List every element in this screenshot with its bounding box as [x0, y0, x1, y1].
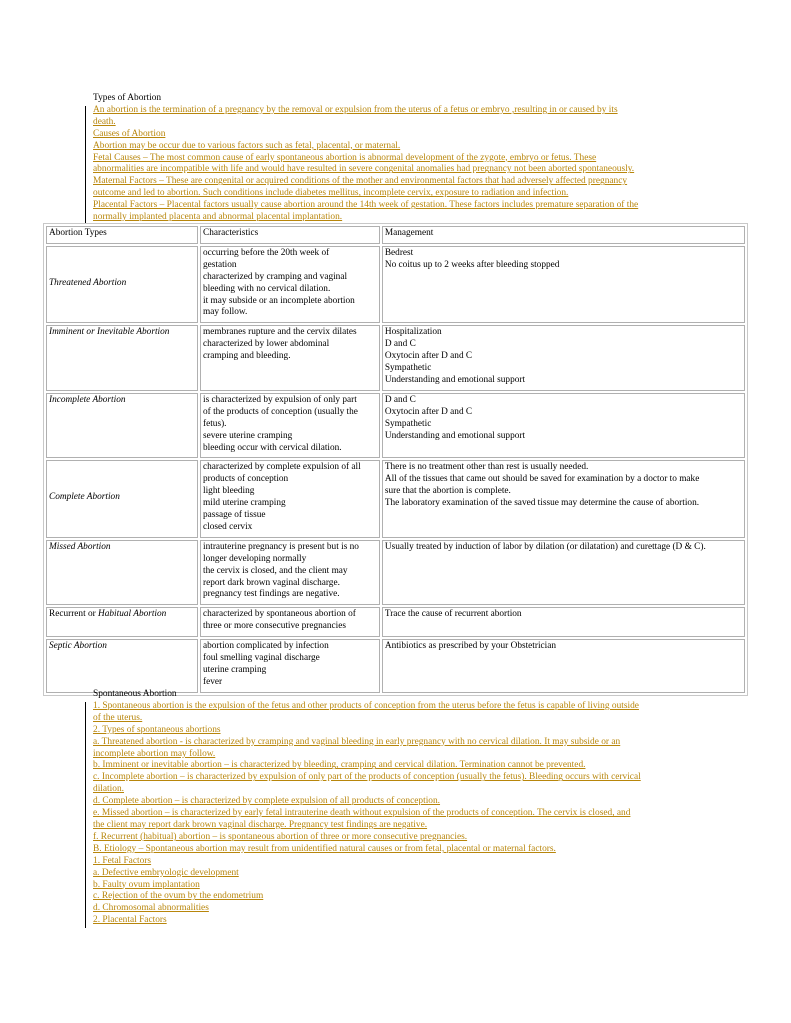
spontaneous-line[interactable]: dilation. — [93, 784, 124, 795]
change-bar-intro — [85, 106, 86, 223]
characteristic-line: abortion complicated by infection — [203, 641, 329, 652]
management-line: Sympathetic — [384, 363, 432, 374]
characteristic-line: may follow. — [203, 307, 248, 318]
abortion-types-table — [43, 223, 748, 696]
management-line: Hospitalization — [384, 327, 442, 338]
intro-line[interactable]: Maternal Factors – These are congenital or acquired conditions of the mother and environmental factors that had adversely affected pregnancy — [93, 176, 628, 187]
cell-abortion-type — [46, 460, 198, 537]
characteristic-line: pregnancy test findings are negative. — [203, 589, 340, 600]
characteristic-line: characterized by spontaneous abortion of — [203, 609, 356, 620]
intro-line[interactable]: An abortion is the termination of a pregnancy by the removal or expulsion from the uterus of a fetus or embryo ,resulting in or caused by its — [93, 104, 618, 115]
cell-management — [382, 393, 745, 459]
management-line: Understanding and emotional support — [384, 430, 526, 441]
cell-characteristics — [200, 246, 380, 323]
characteristic-line: gestation — [203, 259, 237, 270]
characteristic-line: of the products of conception (usually the — [203, 406, 358, 417]
spontaneous-line[interactable]: d. Chromosomal abnormalities — [93, 903, 209, 914]
intro-line[interactable]: death. — [93, 116, 116, 127]
spontaneous-line[interactable]: c. Incomplete abortion – is characterized by expulsion of only part of the products of conception (usually the fetus). Bleeding occurs with cervical — [93, 772, 641, 783]
spontaneous-line[interactable]: of the uterus. — [93, 712, 143, 723]
table-row — [46, 540, 745, 606]
cell-management — [382, 460, 745, 537]
characteristic-line: bleeding occur with cervical dilation. — [203, 442, 342, 453]
spontaneous-title: Spontaneous Abortion — [93, 689, 177, 699]
characteristic-line: is characterized by expulsion of only part — [203, 394, 357, 405]
characteristic-line: membranes rupture and the cervix dilates — [203, 327, 357, 338]
header-characteristics: Characteristics — [200, 226, 380, 244]
intro-title: Types of Abortion — [93, 93, 162, 103]
cell-abortion-type — [46, 607, 198, 637]
spontaneous-section — [93, 689, 708, 927]
table-row — [46, 607, 745, 637]
cell-characteristics — [200, 639, 380, 693]
intro-line[interactable]: Causes of Abortion — [93, 128, 166, 139]
table-header-row — [46, 226, 745, 244]
table-row — [46, 325, 745, 391]
cell-management — [382, 540, 745, 606]
table-row — [46, 460, 745, 537]
cell-abortion-type — [46, 393, 198, 459]
intro-line[interactable]: outcome and led to abortion. Such conditions include diabetes mellitus, incomplete cervix, exposure to radiation and infection. — [93, 188, 569, 199]
cell-characteristics — [200, 393, 380, 459]
table-row — [46, 246, 745, 323]
management-line: The laboratory examination of the saved tissue may determine the cause of abortion. — [384, 498, 700, 509]
table-body — [46, 246, 745, 693]
intro-line[interactable]: abnormalities are incompatible with life and would have resulted in severe congenital anomalies had pregnancy not been aborted spontaneously. — [93, 164, 635, 175]
characteristic-line: the cervix is closed, and the client may — [203, 565, 348, 576]
intro-line[interactable]: Placental Factors – Placental factors usually cause abortion around the 14th week of gestation. These factors includes premature separation of the — [93, 200, 639, 211]
spontaneous-line[interactable]: 2. Types of spontaneous abortions — [93, 724, 221, 735]
cell-abortion-type — [46, 540, 198, 606]
cell-abortion-type — [46, 639, 198, 693]
abortion-type-label: Missed Abortion — [49, 541, 111, 552]
management-line: No coitus up to 2 weeks after bleeding stopped — [384, 259, 560, 270]
spontaneous-line[interactable]: d. Complete abortion – is characterized by complete expulsion of all products of conception. — [93, 796, 441, 807]
spontaneous-line[interactable]: the client may report dark brown vaginal discharge. Pregnancy test findings are negative. — [93, 819, 428, 830]
cell-characteristics — [200, 607, 380, 637]
characteristic-line: cramping and bleeding. — [203, 351, 291, 362]
characteristic-line: longer developing normally — [203, 553, 307, 564]
characteristic-line: passage of tissue — [203, 510, 266, 521]
cell-management — [382, 325, 745, 391]
cell-characteristics — [200, 540, 380, 606]
management-line: Antibiotics as prescribed by your Obstetrician — [384, 641, 557, 652]
characteristic-line: characterized by complete expulsion of all — [203, 462, 361, 473]
characteristic-line: severe uterine cramping — [203, 430, 293, 441]
characteristic-line: report dark brown vaginal discharge. — [203, 577, 340, 588]
management-line: Trace the cause of recurrent abortion — [384, 609, 522, 620]
abortion-type-label: Incomplete Abortion — [49, 394, 126, 405]
characteristic-line: foul smelling vaginal discharge — [203, 653, 320, 664]
spontaneous-line[interactable]: c. Rejection of the ovum by the endometrium — [93, 891, 264, 902]
abortion-type-label: Recurrent or — [49, 609, 99, 620]
abortion-type-label: Imminent or Inevitable Abortion — [49, 327, 170, 338]
cell-management — [382, 246, 745, 323]
spontaneous-line[interactable]: 1. Spontaneous abortion is the expulsion of the fetus and other products of conception from the uterus before the fetus is capable of living outside — [93, 700, 639, 711]
management-line: sure that the abortion is complete. — [384, 486, 511, 497]
spontaneous-line[interactable]: a. Defective embryologic development — [93, 867, 239, 878]
cell-characteristics — [200, 325, 380, 391]
spontaneous-line[interactable]: 2. Placental Factors — [93, 915, 167, 926]
abortion-type-label: Complete Abortion — [49, 492, 120, 503]
management-line: All of the tissues that came out should be saved for examination by a doctor to make — [384, 474, 700, 485]
spontaneous-line[interactable]: f. Recurrent (habitual) abortion – is spontaneous abortion of three or more consecutive pregnancies. — [93, 831, 468, 842]
management-line: Understanding and emotional support — [384, 374, 526, 385]
change-bar-spontaneous — [85, 702, 86, 928]
characteristic-line: closed cervix — [203, 521, 253, 532]
abortion-type-label: Threatened Abortion — [49, 277, 127, 288]
characteristic-line: products of conception — [203, 474, 289, 485]
spontaneous-line[interactable]: b. Imminent or inevitable abortion – is characterized by bleeding, cramping and cervical dilation. Termination cannot be prevented. — [93, 760, 586, 771]
intro-line[interactable]: Abortion may be occur due to various factors such as fetal, placental, or maternal. — [93, 140, 401, 151]
characteristic-line: uterine cramping — [203, 665, 267, 675]
characteristic-line: characterized by cramping and vaginal — [203, 271, 348, 282]
cell-management — [382, 607, 745, 637]
management-line: D and C — [384, 339, 416, 350]
header-management: Management — [382, 226, 745, 244]
characteristic-line: bleeding with no cervical dilation. — [203, 283, 331, 294]
table-row — [46, 393, 745, 459]
cell-characteristics — [200, 460, 380, 537]
characteristic-line: mild uterine cramping — [203, 498, 286, 509]
abortion-type-label: Septic Abortion — [49, 641, 107, 652]
characteristic-line: fever — [203, 676, 223, 687]
cell-abortion-type — [46, 325, 198, 391]
characteristic-line: occurring before the 20th week of — [203, 247, 330, 258]
characteristic-line: fetus). — [203, 418, 227, 429]
cell-management — [382, 639, 745, 693]
characteristic-line: characterized by lower abdominal — [203, 339, 330, 350]
management-line: Sympathetic — [384, 418, 432, 429]
characteristic-line: intrauterine pregnancy is present but is no — [203, 541, 359, 552]
management-line: There is no treatment other than rest is usually needed. — [384, 462, 589, 473]
intro-line[interactable]: Fetal Causes – The most common cause of early spontaneous abortion is abnormal development of the zygote, embryo or fetus. These — [93, 152, 597, 163]
spontaneous-line[interactable]: a. Threatened abortion - is characterized by cramping and vaginal bleeding in early pregnancy with no cervical dilation. It may subside or an — [93, 736, 621, 747]
management-line: Oxytocin after D and C — [384, 351, 473, 362]
spontaneous-line[interactable]: incomplete abortion may follow. — [93, 748, 216, 759]
spontaneous-line[interactable]: e. Missed abortion – is characterized by early fetal intrauterine death without expulsion of the products of conception. The cervix is closed, and — [93, 808, 631, 819]
spontaneous-line[interactable]: B. Etiology – Spontaneous abortion may result from unidentified natural causes or from fetal, placental or maternal factors. — [93, 843, 556, 854]
intro-section — [93, 93, 708, 224]
intro-line[interactable]: normally implanted placenta and abnormal placental implantation. — [93, 212, 343, 223]
cell-abortion-type — [46, 246, 198, 323]
table-row — [46, 639, 745, 693]
management-line: Oxytocin after D and C — [384, 406, 473, 417]
characteristic-line: light bleeding — [203, 486, 255, 497]
abortion-type-label-italic: Habitual Abortion — [98, 609, 167, 620]
management-line: Usually treated by induction of labor by dilation (or dilatation) and curettage (D & C). — [384, 541, 706, 552]
management-line: D and C — [384, 394, 416, 405]
management-line: Bedrest — [384, 247, 414, 258]
characteristic-line: it may subside or an incomplete abortion — [203, 295, 355, 306]
spontaneous-line[interactable]: 1. Fetal Factors — [93, 855, 152, 866]
characteristic-line: three or more consecutive pregnancies — [203, 621, 347, 632]
spontaneous-line[interactable]: b. Faulty ovum implantation — [93, 879, 200, 890]
header-abortion-types: Abortion Types — [46, 226, 198, 244]
